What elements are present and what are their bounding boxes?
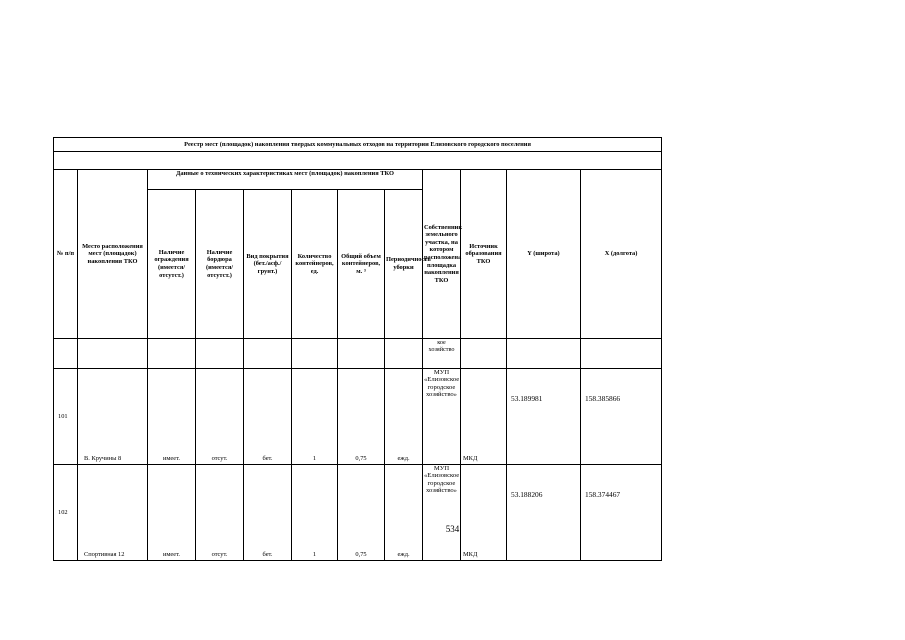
row-fence: имеет.	[148, 369, 196, 465]
header-surface: Вид покрытия (бет./асф./ грунт.)	[244, 190, 292, 339]
row-address: В. Кручины 8	[78, 369, 148, 465]
header-num: № п/п	[54, 170, 78, 339]
row-source: МКД	[461, 369, 507, 465]
row-fence: имеет.	[148, 465, 196, 561]
header-containers: Количество контейнеров, ед.	[292, 190, 338, 339]
page-number: 534	[445, 524, 460, 534]
row-number: 101	[54, 369, 78, 465]
row-containers: 1	[292, 465, 338, 561]
row-curb: отсут.	[196, 369, 244, 465]
row-number: 102	[54, 465, 78, 561]
continuation-row	[54, 339, 662, 369]
header-fence: Наличие ограждения (имеется/ отсутст.)	[148, 190, 196, 339]
header-curb: Наличие бордюра (имеется/ отсутст.)	[196, 190, 244, 339]
row-longitude: 158.385866	[581, 369, 662, 465]
registry-table	[53, 137, 662, 561]
blank-row	[54, 152, 662, 170]
row-volume: 0,75	[338, 465, 385, 561]
continuation-owner: кое хозяйство	[423, 339, 461, 369]
header-frequency: Периодичность уборки	[385, 190, 423, 339]
header-source: Источник образования ТКО	[461, 170, 507, 339]
header-volume: Общий объем контейнеров, м. ³	[338, 190, 385, 339]
row-owner: МУП «Елизовское городское хозяйство»	[423, 369, 461, 465]
row-surface: бет.	[244, 369, 292, 465]
header-longitude: X (долгота)	[581, 170, 662, 339]
row-curb: отсут.	[196, 465, 244, 561]
row-longitude: 158.374467	[581, 465, 662, 561]
header-location: Место расположения мест (площадок) накопления ТКО	[78, 170, 148, 339]
row-source: МКД	[461, 465, 507, 561]
table-row	[54, 465, 662, 561]
header-owner: Собственник земельного участка, на котором расположена площадка накопления ТКО	[423, 170, 461, 339]
row-address: Спортивная 12	[78, 465, 148, 561]
row-latitude: 53.188206	[507, 465, 581, 561]
row-latitude: 53.189981	[507, 369, 581, 465]
table-title: Реестр мест (площадок) накопления твердых коммунальных отходов на территории Елизовского городского поселения	[54, 138, 662, 152]
table-row	[54, 369, 662, 465]
row-frequency: ежд.	[385, 369, 423, 465]
row-owner: МУП «Елизовское городское хозяйство»	[423, 465, 461, 561]
row-volume: 0,75	[338, 369, 385, 465]
header-latitude: Y (широта)	[507, 170, 581, 339]
row-frequency: ежд.	[385, 465, 423, 561]
row-surface: бет.	[244, 465, 292, 561]
header-tech-group: Данные о технических характеристиках мест (площадок) накопления ТКО	[148, 170, 423, 190]
row-containers: 1	[292, 369, 338, 465]
